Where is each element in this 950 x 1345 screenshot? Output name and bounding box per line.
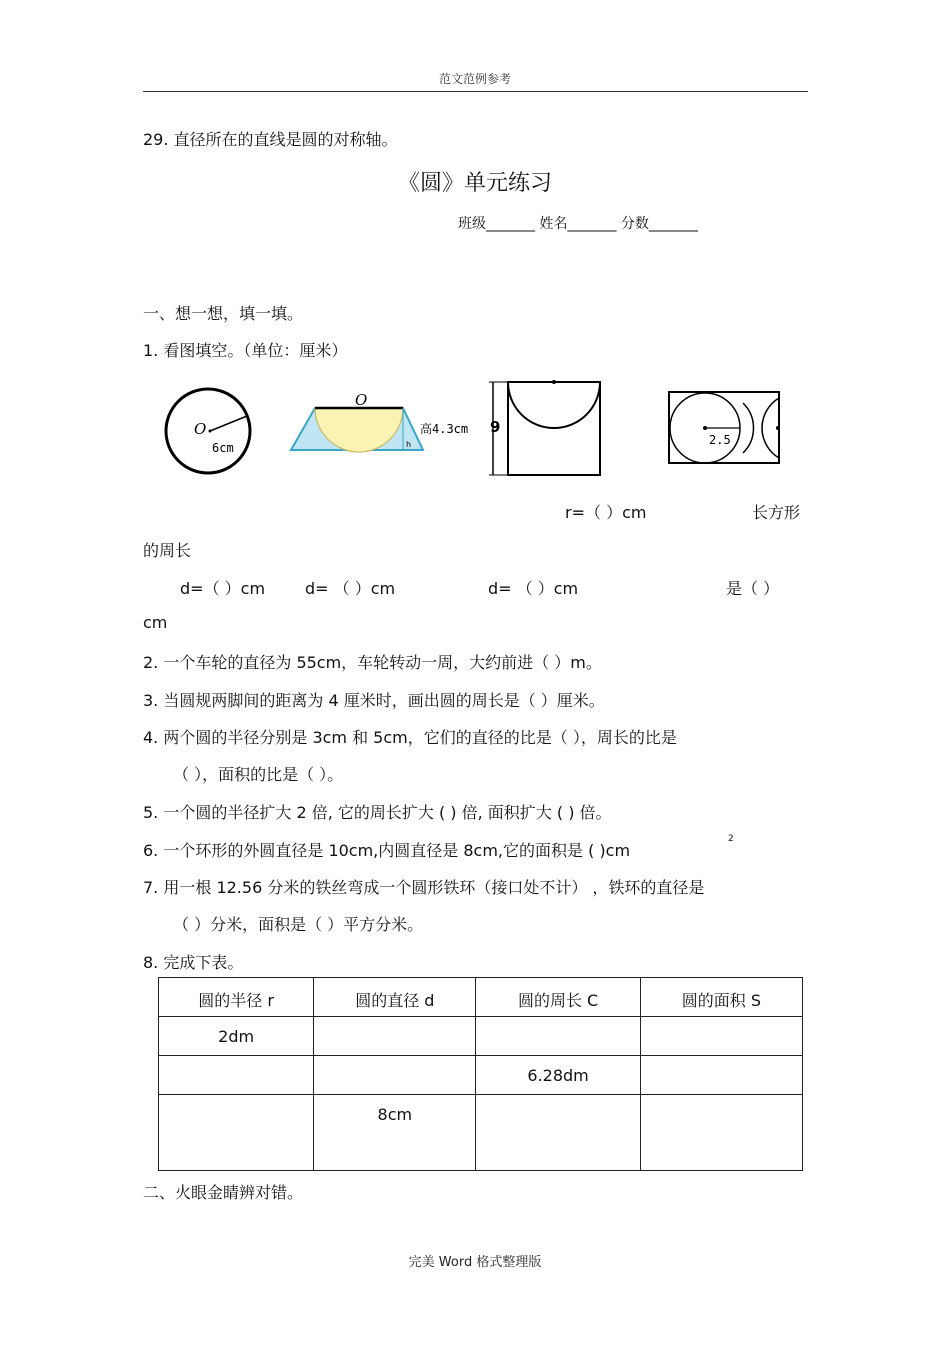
table-cell [314,1017,476,1056]
answer-diameter-2: d= （ ）cm [305,579,396,598]
table-header-row [159,978,803,1017]
table-header-cell: 圆的直径 d [314,978,476,1017]
question-2: 2. 一个车轮的直径为 55cm，车轮转动一周，大约前进（ ）m。 [143,653,602,672]
table-header-cell: 圆的面积 S [640,978,802,1017]
table-cell [476,1095,640,1171]
section-2-heading: 二、火眼金睛辨对错。 [143,1183,304,1202]
question-4-line-2: （ ），面积的比是（ ）。 [173,765,344,784]
question-7-line-2: （ ）分米，面积是（ ）平方分米。 [173,915,424,934]
figure-2-h-label: h [406,440,412,449]
table-cell: 8cm [314,1095,476,1171]
question-8: 8. 完成下表。 [143,953,244,972]
table-cell [476,1017,640,1056]
figure-2-center-label: O [355,391,368,409]
table-row [159,1017,803,1056]
table-header-cell: 圆的周长 C [476,978,640,1017]
page-footer: 完美 Word 格式整理版 [408,1255,542,1270]
question-5: 5. 一个圆的半径扩大 2 倍, 它的周长扩大 ( ) 倍, 面积扩大 ( ) 倍。 [143,803,612,822]
class-name-score-line: 班级_______ 姓名_______ 分数_______ [458,216,698,232]
table-cell [640,1095,802,1171]
table-row [159,1095,803,1171]
answer-diameter-1: d=（ ）cm [180,579,266,598]
figure-circle-radius [160,385,260,480]
question-7-line-1: 7. 用一根 12.56 分米的铁丝弯成一个圆形铁环（接口处不计） ，铁环的直径是 [143,878,705,897]
table-cell [640,1017,802,1056]
circle-properties-table [158,977,803,1171]
answer-rect-perimeter-b: 的周长 [143,541,192,560]
figure-3-side-label: 9 [490,418,501,436]
section-1-heading: 一、想一想，填一填。 [143,304,304,323]
header-rule [143,91,808,92]
table-cell: 2dm [159,1017,314,1056]
figure-1-length-label: 6cm [212,441,234,455]
figure-rectangle-circles [665,388,785,468]
table-header-cell: 圆的半径 r [159,978,314,1017]
worksheet-title: 《圆》单元练习 [397,171,552,196]
answer-cm: cm [143,613,168,632]
table-row [159,1056,803,1095]
answer-radius: r=（ ）cm [565,503,647,522]
question-6: 6. 一个环形的外圆直径是 10cm,内圆直径是 8cm,它的面积是 ( )cm [143,841,631,860]
table-cell [640,1056,802,1095]
question-6-superscript: 2 [728,834,734,844]
question-1: 1. 看图填空。（单位：厘米） [143,341,348,360]
page-header: 范文范例参考 [438,72,511,86]
question-4-line-1: 4. 两个圆的半径分别是 3cm 和 5cm，它们的直径的比是（ ），周长的比是 [143,728,677,747]
figure-2-height-label: 高4.3cm [420,422,469,436]
table-cell [159,1095,314,1171]
table-cell [159,1056,314,1095]
answer-diameter-3: d= （ ）cm [488,579,579,598]
figure-4-radius-label: 2.5 [709,433,731,447]
answer-is: 是（ ） [726,579,780,598]
figure-trapezoid-semicircle [287,390,472,455]
figure-square-semicircle [485,375,610,485]
table-cell [314,1056,476,1095]
question-29: 29. 直径所在的直线是圆的对称轴。 [143,130,398,149]
figure-1-center-label: O [194,420,207,438]
question-3: 3. 当圆规两脚间的距离为 4 厘米时，画出圆的周长是（ ）厘米。 [143,691,605,710]
answer-rect-perimeter-a: 长方形 [752,503,801,522]
table-cell: 6.28dm [476,1056,640,1095]
